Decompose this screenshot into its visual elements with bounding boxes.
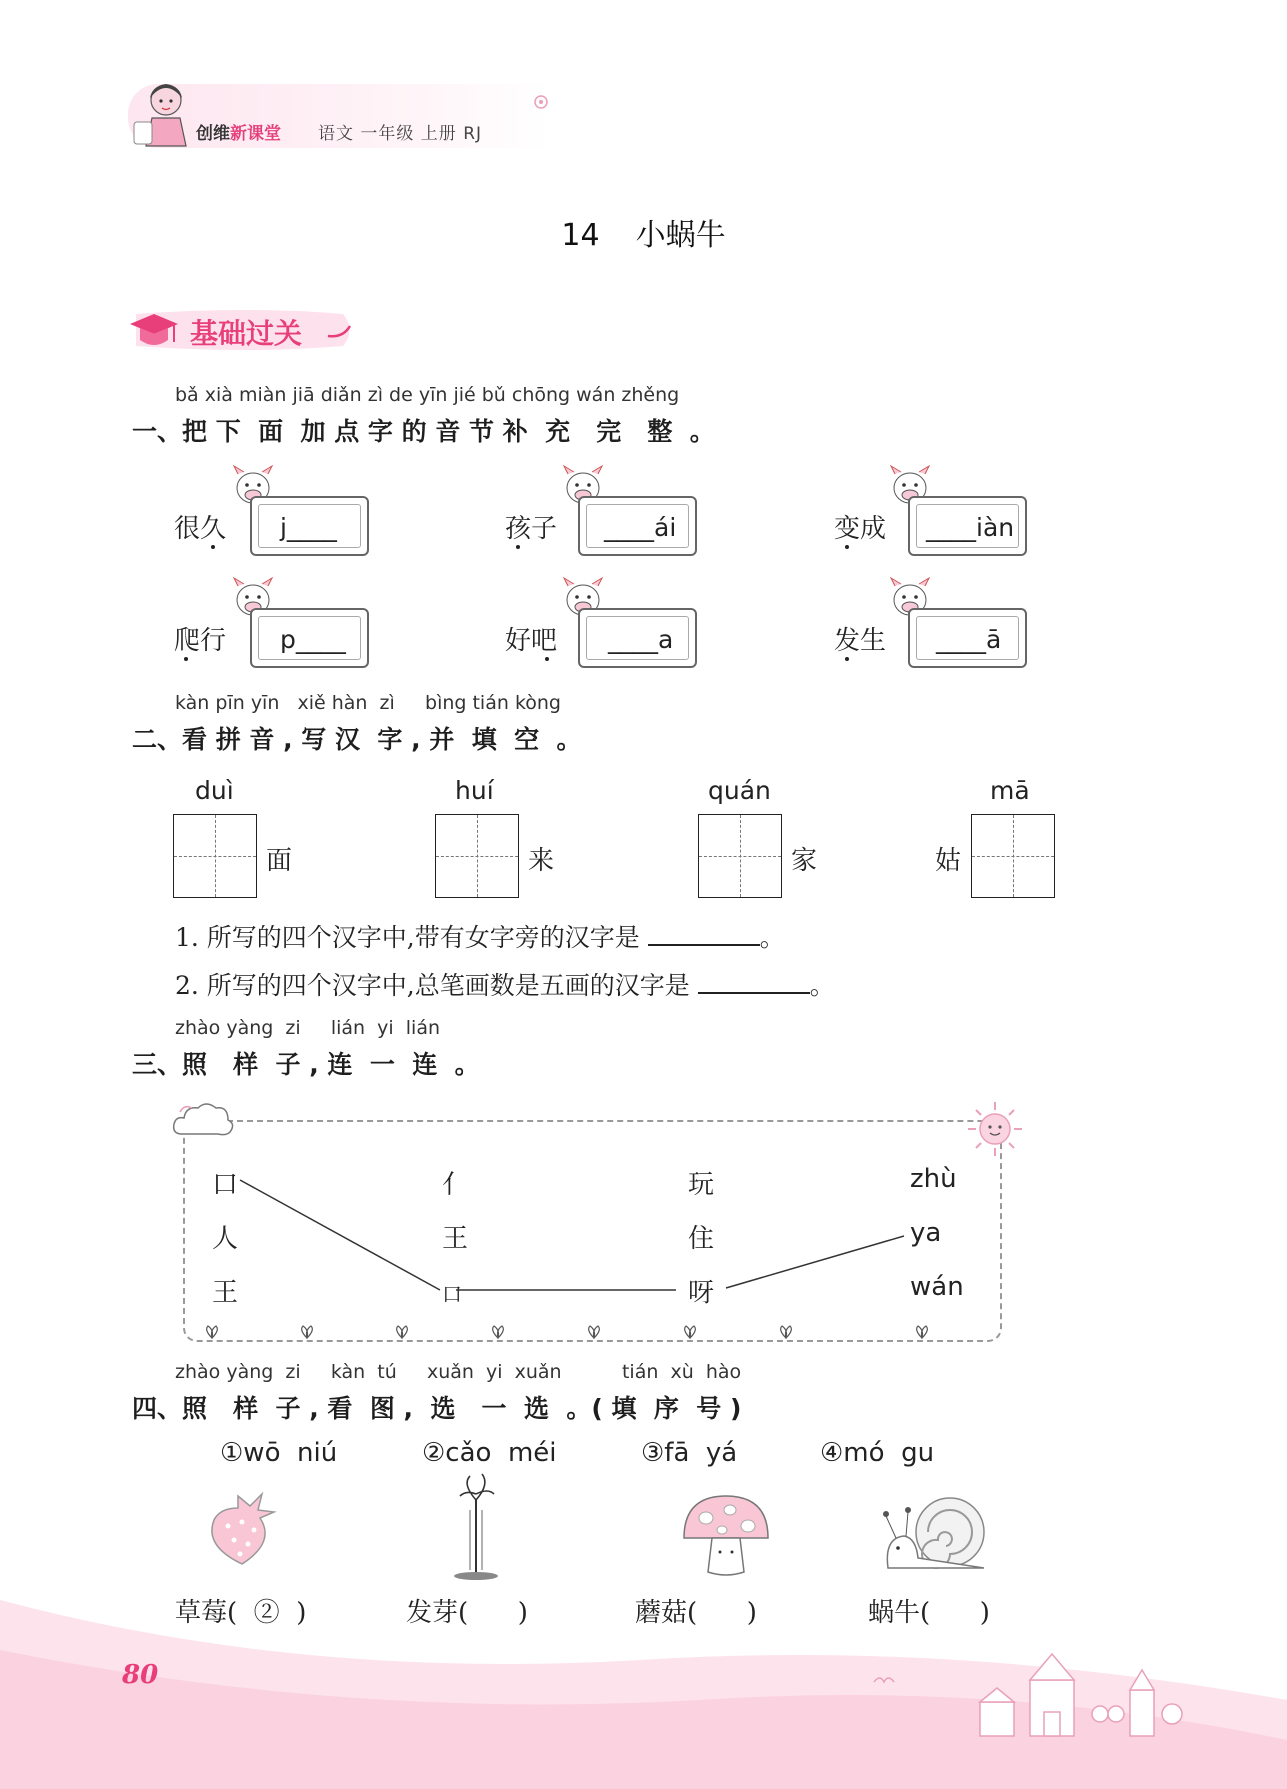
castle-icon	[960, 1650, 1190, 1740]
option-3: ③fā yá	[641, 1438, 738, 1468]
match-col1-2[interactable]: 人	[212, 1224, 239, 1254]
grid-pinyin-3: quán	[708, 776, 771, 805]
q1-word-1: 很久	[174, 514, 227, 544]
leaf-icon	[493, 1326, 504, 1338]
caption-2: 发芽( )	[406, 1598, 528, 1628]
writing-grid-2[interactable]	[435, 814, 519, 898]
emphasis-dot	[545, 657, 549, 661]
match-col4-3[interactable]: wán	[910, 1272, 964, 1302]
q4-pinyin: zhào yàng zi kàn tú xuǎn yi xuǎn tián xù hào	[175, 1361, 742, 1383]
q2-sentence-2: 2. 所写的四个汉字中,总笔画数是五画的汉字是 。	[175, 971, 835, 1000]
option-1: ①wō niú	[220, 1438, 338, 1468]
q1-word-3: 变成	[834, 514, 887, 544]
writing-grid-3[interactable]	[698, 814, 782, 898]
answer-text-4: p____	[272, 625, 346, 654]
match-col3-2[interactable]: 住	[688, 1224, 715, 1254]
answer-text-5: ____a	[608, 625, 674, 654]
graduation-cap-icon	[128, 310, 180, 354]
fill-blank-2[interactable]	[698, 970, 810, 994]
mushroom-icon	[678, 1490, 774, 1580]
q3-heading: 三、照 样 子 , 连 一 连 。	[132, 1050, 480, 1079]
grid-suffix-3: 家	[791, 846, 818, 876]
emphasis-dot	[211, 545, 215, 549]
q1-word-2: 孩子	[505, 514, 558, 544]
fill-blank-1[interactable]	[648, 922, 760, 946]
leaf-row	[200, 1322, 940, 1342]
writing-grid-4[interactable]	[971, 814, 1055, 898]
match-col2-3[interactable]: 口	[442, 1282, 462, 1306]
answer-text-1: j____	[272, 513, 337, 542]
leaf-icon	[397, 1326, 408, 1338]
answer-text-3: ____iàn	[926, 513, 1015, 542]
match-col1-1[interactable]: 口	[212, 1170, 239, 1200]
leaf-icon	[781, 1326, 792, 1338]
q1-word-6: 发生	[834, 626, 887, 656]
caption-1: 草莓( ② )	[175, 1598, 307, 1628]
brand-name: 创维新课堂	[196, 124, 281, 144]
matching-frame	[183, 1120, 1002, 1342]
leaf-icon	[207, 1326, 218, 1338]
emphasis-dot	[845, 545, 849, 549]
q1-word-5: 好吧	[505, 626, 558, 656]
emphasis-dot	[845, 657, 849, 661]
q1-pinyin: bǎ xià miàn jiā diǎn zì de yīn jié bǔ chōng wán zhěng	[175, 384, 680, 406]
match-col3-1[interactable]: 玩	[688, 1170, 715, 1200]
caption-4: 蜗牛( )	[868, 1598, 990, 1628]
match-col3-3[interactable]: 呀	[688, 1278, 715, 1308]
q2-heading: 二、看 拼 音 , 写 汉 字 , 并 填 空 。	[132, 725, 582, 754]
match-col4-1[interactable]: zhù	[910, 1164, 957, 1194]
strawberry-icon	[198, 1488, 288, 1570]
sprout-icon	[448, 1470, 504, 1582]
grid-pinyin-4: mā	[990, 776, 1030, 805]
grid-prefix-4: 姑	[935, 846, 962, 876]
option-2: ②cǎo méi	[422, 1438, 557, 1468]
girl-mascot-icon	[128, 78, 198, 152]
grid-suffix-1: 面	[266, 846, 293, 876]
q2-sentence-1: 1. 所写的四个汉字中,带有女字旁的汉字是 。	[175, 923, 785, 952]
leaf-icon	[302, 1326, 313, 1338]
page-number: 80	[122, 1660, 159, 1690]
section-badge: 基础过关	[190, 317, 303, 350]
flower-icon	[533, 94, 549, 110]
q4-heading: 四、照 样 子 , 看 图 , 选 一 选 。( 填 序 号 )	[132, 1394, 742, 1423]
option-4: ④mó gu	[820, 1438, 935, 1468]
answer-text-2: ____ái	[604, 513, 677, 542]
answer-text-6: ____ā	[936, 625, 1002, 654]
leaf-icon	[685, 1326, 696, 1338]
grid-pinyin-2: huí	[455, 776, 494, 805]
match-col2-1[interactable]: 亻	[442, 1170, 469, 1200]
sun-icon	[966, 1100, 1024, 1158]
match-col4-2[interactable]: ya	[910, 1218, 942, 1248]
leaf-icon	[589, 1326, 600, 1338]
q1-word-4: 爬行	[174, 626, 227, 656]
caption-3: 蘑菇( )	[635, 1598, 757, 1628]
writing-grid-1[interactable]	[173, 814, 257, 898]
match-col2-2[interactable]: 王	[442, 1224, 469, 1254]
grid-suffix-2: 来	[528, 846, 555, 876]
emphasis-dot	[184, 657, 188, 661]
grid-pinyin-1: duì	[195, 776, 234, 805]
q2-pinyin: kàn pīn yīn xiě hàn zì bìng tián kòng	[175, 692, 561, 714]
snail-icon	[880, 1488, 992, 1574]
book-subtitle: 语文 一年级 上册 RJ	[318, 124, 483, 144]
emphasis-dot	[516, 545, 520, 549]
bird-icon	[872, 1672, 896, 1692]
q3-pinyin: zhào yàng zi lián yi lián	[175, 1017, 441, 1039]
lesson-title: 14 小蜗牛	[561, 218, 726, 253]
match-col1-3[interactable]: 王	[212, 1278, 239, 1308]
leaf-icon	[917, 1326, 928, 1338]
cloud-icon	[170, 1096, 236, 1144]
q1-heading: 一、把 下 面 加 点 字 的 音 节 补 充 完 整 。	[132, 417, 715, 446]
